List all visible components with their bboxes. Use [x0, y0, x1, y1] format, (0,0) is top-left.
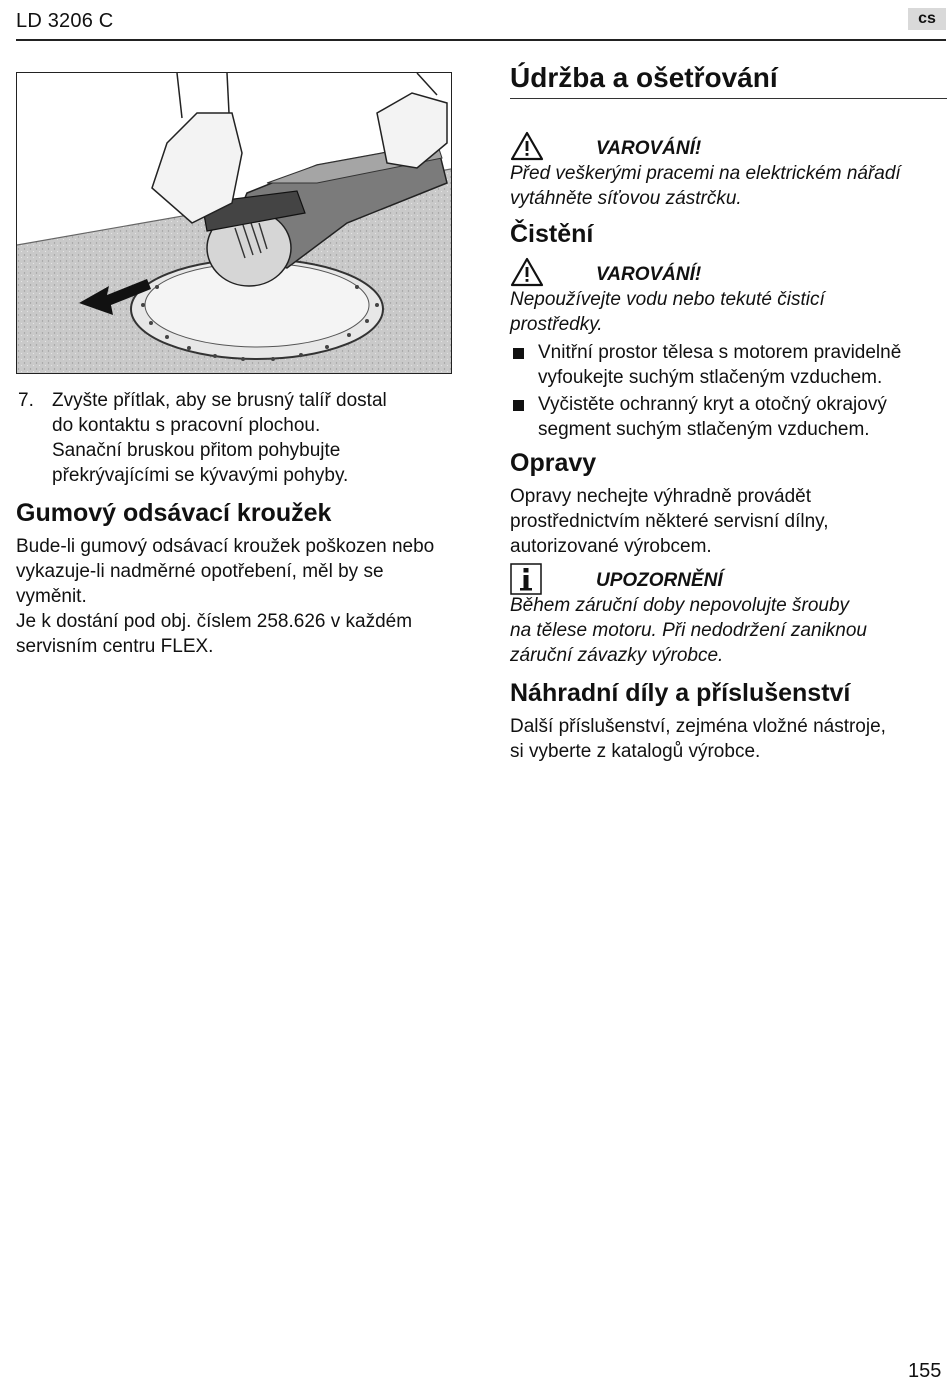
document-model-title: LD 3206 C	[16, 10, 114, 32]
info-notice	[510, 563, 947, 668]
step-line: překrývajícími se kývavými pohyby.	[52, 465, 349, 486]
bullet-square-icon	[513, 348, 524, 359]
repairs-heading: Opravy	[510, 449, 597, 477]
warning-triangle-icon	[510, 257, 544, 292]
warning-triangle-icon	[510, 131, 544, 166]
parts-line: Další příslušenství, zejména vložné nástroje,	[510, 716, 886, 737]
list-item	[510, 340, 947, 390]
cleaning-heading: Čistění	[510, 220, 594, 248]
gasket-text	[16, 534, 456, 659]
heading-divider	[510, 98, 947, 99]
warning-line: prostředky.	[510, 314, 603, 335]
notice-title: UPOZORNĚNÍ	[596, 570, 723, 591]
page-number: 155	[908, 1360, 942, 1382]
sander-drawing	[17, 73, 451, 373]
gasket-line: Je k dostání pod obj. číslem 258.626 v každém	[16, 611, 413, 632]
notice-line: na tělese motoru. Při nedodržení zaniknou	[510, 620, 867, 641]
step-line: Zvyšte přítlak, aby se brusný talíř dostal	[52, 390, 387, 411]
left-column	[16, 388, 456, 659]
step-line: Sanační bruskou přitom pohybujte	[52, 440, 341, 461]
list-item-line: segment suchým stlačeným vzduchem.	[538, 419, 870, 440]
gasket-line: vykazuje-li nadměrné opotřebení, měl by se	[16, 561, 384, 582]
repairs-line: prostřednictvím některé servisní dílny,	[510, 511, 829, 532]
info-icon	[510, 563, 542, 600]
cleaning-warning-notice	[510, 257, 947, 337]
bullet-square-icon	[513, 400, 524, 411]
warning-title: VAROVÁNÍ!	[596, 264, 702, 285]
warning-line: Před veškerými pracemi na elektrickém nářadí	[510, 163, 901, 184]
notice-line: Během záruční doby nepovolujte šrouby	[510, 595, 850, 616]
cleaning-list	[510, 340, 947, 442]
step-7	[16, 388, 456, 488]
gasket-line: Bude-li gumový odsávací kroužek poškozen nebo	[16, 536, 435, 557]
parts-line: si vyberte z katalogů výrobce.	[510, 741, 761, 762]
list-item-line: Vyčistěte ochranný kryt a otočný okrajový	[538, 394, 887, 415]
warning-line: Nepoužívejte vodu nebo tekuté čisticí	[510, 289, 825, 310]
step-line: do kontaktu s pracovní plochou.	[52, 415, 321, 436]
gasket-heading: Gumový odsávací kroužek	[16, 499, 332, 527]
gasket-line: servisním centru FLEX.	[16, 636, 214, 657]
list-item-line: Vnitřní prostor tělesa s motorem pravidelně	[538, 342, 902, 363]
warning-line: vytáhněte síťovou zástrčku.	[510, 188, 742, 209]
header-divider	[16, 39, 946, 41]
language-badge: cs	[908, 8, 946, 30]
repairs-line: autorizované výrobcem.	[510, 536, 712, 557]
sander-illustration	[16, 72, 452, 374]
repairs-line: Opravy nechejte výhradně provádět	[510, 486, 812, 507]
list-item-line: vyfoukejte suchým stlačeným vzduchem.	[538, 367, 883, 388]
warning-title: VAROVÁNÍ!	[596, 138, 702, 159]
maintenance-heading: Údržba a ošetřování	[510, 62, 778, 93]
warning-notice	[510, 131, 947, 211]
step-number: 7.	[18, 390, 34, 411]
notice-line: záruční závazky výrobce.	[510, 645, 724, 666]
repairs-text	[510, 484, 947, 559]
right-column	[510, 60, 947, 764]
parts-text	[510, 714, 947, 764]
list-item	[510, 392, 947, 442]
gasket-line: vyměnit.	[16, 586, 87, 607]
parts-heading: Náhradní díly a příslušenství	[510, 679, 851, 707]
